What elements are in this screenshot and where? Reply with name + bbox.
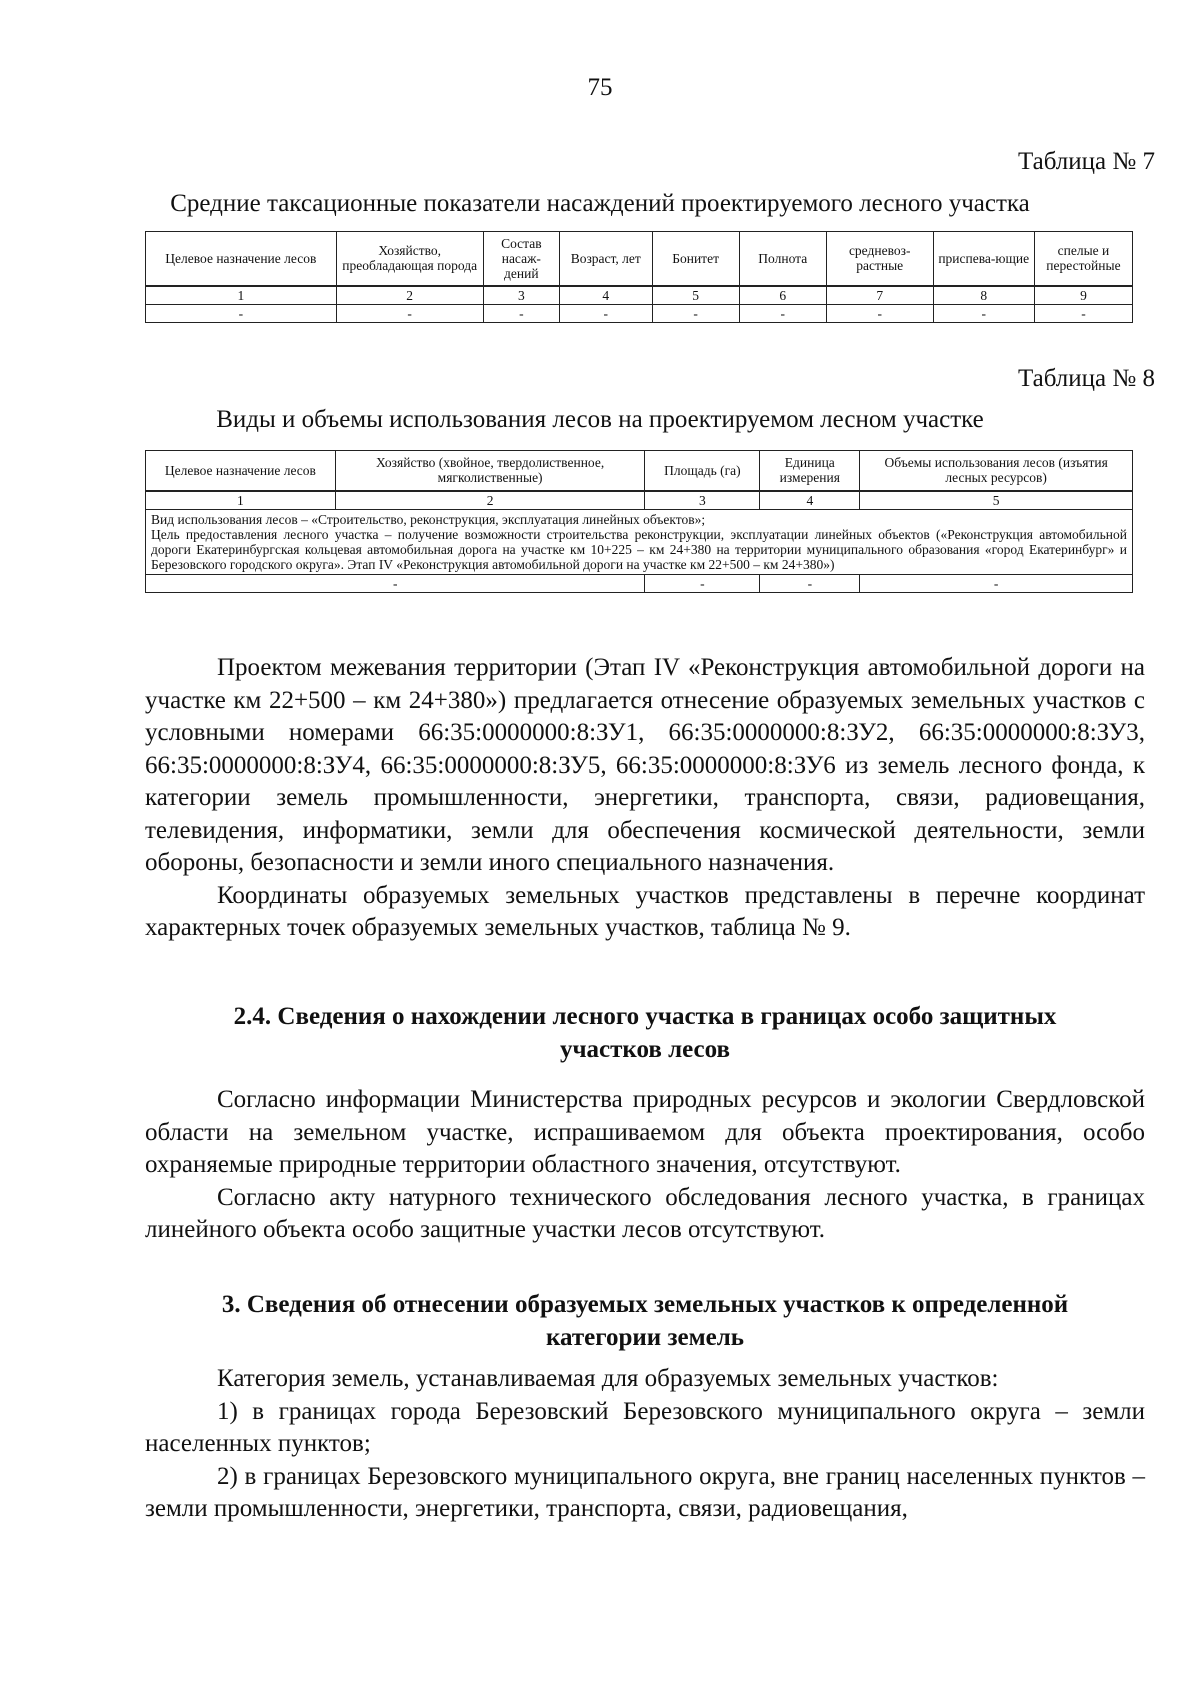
table-cell: - xyxy=(336,304,483,322)
table8-header-cell: Площадь (га) xyxy=(645,451,760,491)
table-cell: 2 xyxy=(336,286,483,305)
table7-header-cell: Возраст, лет xyxy=(559,232,652,286)
body-block-2 xyxy=(145,1084,1145,1247)
table8-header-row xyxy=(146,451,1133,491)
section-heading-2-4 xyxy=(145,1000,1145,1066)
table8-label: Таблица № 8 xyxy=(1017,365,1155,392)
heading-line: 3. Сведения об отнесении образуемых земельных участков к определенной xyxy=(221,1291,1069,1318)
table-cell: - xyxy=(739,304,826,322)
table8-title: Виды и объемы использования лесов на проектируемом лесном участке xyxy=(216,406,984,433)
table-cell: - xyxy=(1034,304,1132,322)
paragraph: 2) в границах Березовского муниципального округа, вне границ населенных пунктов – земли промышленности, энергетики, транспорта, связи, радиовещания, xyxy=(145,1462,1145,1522)
table7-header-cell: Бонитет xyxy=(652,232,739,286)
table-cell: - xyxy=(826,304,933,322)
table7-header-cell: Состав насаж-дений xyxy=(483,232,559,286)
page-number: 75 xyxy=(587,74,613,101)
table-cell: - xyxy=(559,304,652,322)
body-block-3 xyxy=(145,1363,1145,1526)
table-cell: 2 xyxy=(335,491,645,510)
table-cell: 9 xyxy=(1034,286,1132,305)
table-cell: - xyxy=(483,304,559,322)
table8-description xyxy=(146,509,1133,574)
table8 xyxy=(145,450,1133,593)
heading-line: 2.4. Сведения о нахождении лесного участка в границах особо защитных xyxy=(233,1003,1057,1030)
table-cell: 5 xyxy=(652,286,739,305)
table8-header-cell: Хозяйство (хвойное, твердолиственное, мягколиственные) xyxy=(335,451,645,491)
table-cell: - xyxy=(146,574,645,592)
table-cell: 4 xyxy=(760,491,860,510)
table-cell: 8 xyxy=(933,286,1034,305)
table7-header-cell: спелые и перестойные xyxy=(1034,232,1132,286)
table-cell: 4 xyxy=(559,286,652,305)
paragraph: Координаты образуемых земельных участков представлены в перечне координат характерных точек образуемых земельных участков, таблица № 9. xyxy=(145,881,1145,941)
heading-line: категории земель xyxy=(546,1324,744,1351)
table8-value-row xyxy=(146,574,1133,592)
table8-header-cell: Единица измерения xyxy=(760,451,860,491)
table7-header-cell: средневоз-растные xyxy=(826,232,933,286)
table-cell: - xyxy=(933,304,1034,322)
table7-header-cell: Полнота xyxy=(739,232,826,286)
paragraph: Согласно акту натурного технического обследования лесного участка, в границах линейного объекта особо защитные участки лесов отсутствуют. xyxy=(145,1183,1145,1243)
table-cell: - xyxy=(146,304,337,322)
table7-number-row xyxy=(146,286,1133,305)
table-cell: 7 xyxy=(826,286,933,305)
table-cell: 3 xyxy=(483,286,559,305)
paragraph: Согласно информации Министерства природных ресурсов и экологии Свердловской области на земельном участке, испрашиваемом для объекта проектирования, особо охраняемые природные территории областного значения, отсутствуют. xyxy=(145,1086,1145,1178)
table7-header-cell: Целевое назначение лесов xyxy=(146,232,337,286)
table8-number-row xyxy=(146,491,1133,510)
table-cell: 1 xyxy=(146,491,336,510)
paragraph: Проектом межевания территории (Этап IV «Реконструкция автомобильной дороги на участке км 22+500 – км 24+380») предлагается отнесение образуемых земельных участков с условными номерами 66:35:0000000:8:ЗУ1, 66:35:0000000:8:ЗУ2, 66:35:0000000:8:ЗУ3, 66:35:0000000:8:ЗУ4, 66:35:0000000:8:ЗУ5, 66:35:0000000:8:ЗУ6 из земель лесного фонда, к категории земель промышленности, энергетики, транспорта, связи, радиовещания, телевидения, информатики, земли для обеспечения космической деятельности, земли обороны, безопасности и земли иного специального назначения. xyxy=(145,654,1145,876)
table7-header-cell: приспева-ющие xyxy=(933,232,1034,286)
table-cell: - xyxy=(652,304,739,322)
table7-label: Таблица № 7 xyxy=(1017,148,1155,175)
table8-header-cell: Целевое назначение лесов xyxy=(146,451,336,491)
table8-header-cell: Объемы использования лесов (изъятия лесных ресурсов) xyxy=(860,451,1133,491)
table-cell: 3 xyxy=(645,491,760,510)
table-cell: 6 xyxy=(739,286,826,305)
table-cell: - xyxy=(760,574,860,592)
table7-header-cell: Хозяйство, преобладающая порода xyxy=(336,232,483,286)
paragraph: 1) в границах города Березовский Березовского муниципального округа – земли населенных пунктов; xyxy=(145,1397,1145,1457)
paragraph: Категория земель, устанавливаемая для образуемых земельных участков: xyxy=(217,1365,999,1392)
table8-description-row xyxy=(146,509,1133,574)
table-cell: - xyxy=(860,574,1133,592)
table7-value-row xyxy=(146,304,1133,322)
table7-title: Средние таксационные показатели насаждений проектируемого лесного участка xyxy=(170,190,1030,217)
table-cell: - xyxy=(645,574,760,592)
table7 xyxy=(145,231,1133,323)
table-cell: 5 xyxy=(860,491,1133,510)
table7-header-row xyxy=(146,232,1133,286)
table8-purpose: Цель предоставления лесного участка – получение возможности строительства реконструкции, эксплуатации линейных объектов («Реконструкция автомобильной дороги Екатеринбургская кольцевая автомобильная дорога на участке км 10+225 – км 24+380 на территории муниципального образования «город Екатеринбург» и Березовского городского округа». Этап IV «Реконструкция автомобильной дороги на участке км 22+500 – км 24+380») xyxy=(151,526,1127,572)
table8-use-type: Вид использования лесов – «Строительство, реконструкция, эксплуатация линейных объектов»; xyxy=(151,511,706,527)
section-heading-3 xyxy=(145,1288,1145,1354)
body-block-1 xyxy=(145,652,1145,945)
heading-line: участков лесов xyxy=(559,1036,731,1063)
table-cell: 1 xyxy=(146,286,337,305)
